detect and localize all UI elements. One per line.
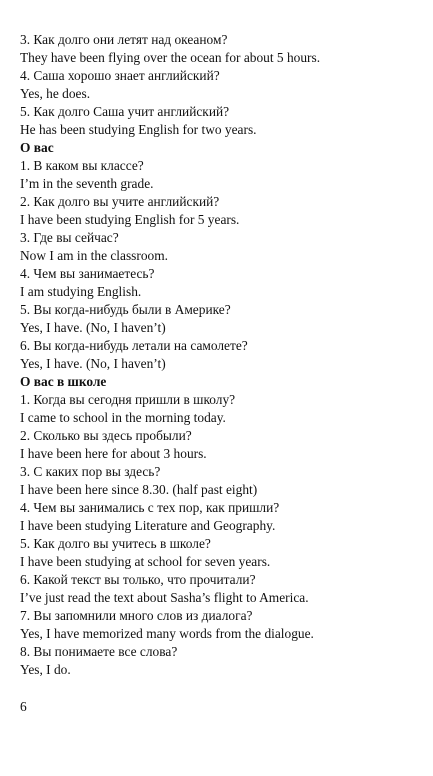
answer: They have been flying over the ocean for about 5 hours. [20,50,321,65]
answer: I have been studying English for 5 years. [20,212,240,227]
question: 3. Где вы сейчас? [20,230,119,245]
qa-item [20,67,425,103]
question: 7. Вы запомнили много слов из диалога? [20,608,253,623]
qa-item [20,535,425,571]
section-heading: О вас [20,140,54,155]
qa-item [20,391,425,427]
question: 5. Вы когда-нибудь были в Америке? [20,302,231,317]
qa-item [20,607,425,643]
answer: I have been studying Literature and Geography. [20,518,276,533]
qa-item [20,193,425,229]
answer: He has been studying English for two years. [20,122,257,137]
question: 2. Сколько вы здесь пробыли? [20,428,192,443]
qa-item [20,571,425,607]
question: 6. Какой текст вы только, что прочитали? [20,572,256,587]
question: 8. Вы понимаете все слова? [20,644,178,659]
question: 4. Чем вы занимаетесь? [20,266,155,281]
page-number: 6 [20,699,27,714]
question: 4. Чем вы занимались с тех пор, как пришли? [20,500,280,515]
answer: I’m in the seventh grade. [20,176,154,191]
question: 6. Вы когда-нибудь летали на самолете? [20,338,248,353]
answer: I came to school in the morning today. [20,410,226,425]
answer: Yes, I have memorized many words from the dialogue. [20,626,314,641]
qa-item [20,103,425,139]
answer: I am studying English. [20,284,142,299]
answer: Yes, I have. (No, I haven’t) [20,356,166,371]
question: 5. Как долго вы учитесь в школе? [20,536,211,551]
question: 3. С каких пор вы здесь? [20,464,161,479]
section-continuation [20,31,425,139]
qa-item [20,31,425,67]
question: 2. Как долго вы учите английский? [20,194,220,209]
qa-item [20,643,425,679]
section-heading: О вас в школе [20,374,107,389]
answer: Yes, I do. [20,662,71,677]
question: 3. Как долго они летят над океаном? [20,32,228,47]
question: 1. В каком вы классе? [20,158,144,173]
answer: Yes, I have. (No, I haven’t) [20,320,166,335]
question: 4. Саша хорошо знает английский? [20,68,220,83]
answer: Yes, he does. [20,86,91,101]
qa-item [20,463,425,499]
qa-item [20,301,425,337]
qa-item [20,229,425,265]
qa-item [20,265,425,301]
qa-item [20,427,425,463]
answer: I have been studying at school for seven years. [20,554,271,569]
answer: I’ve just read the text about Sasha’s flight to America. [20,590,309,605]
question: 1. Когда вы сегодня пришли в школу? [20,392,236,407]
answer: Now I am in the classroom. [20,248,169,263]
answer: I have been here for about 3 hours. [20,446,207,461]
qa-item [20,157,425,193]
qa-item [20,499,425,535]
document-page [20,31,425,679]
qa-item [20,337,425,373]
section-about-you-at-school [20,373,425,679]
answer: I have been here since 8.30. (half past eight) [20,482,258,497]
section-about-you [20,139,425,373]
question: 5. Как долго Саша учит английский? [20,104,230,119]
